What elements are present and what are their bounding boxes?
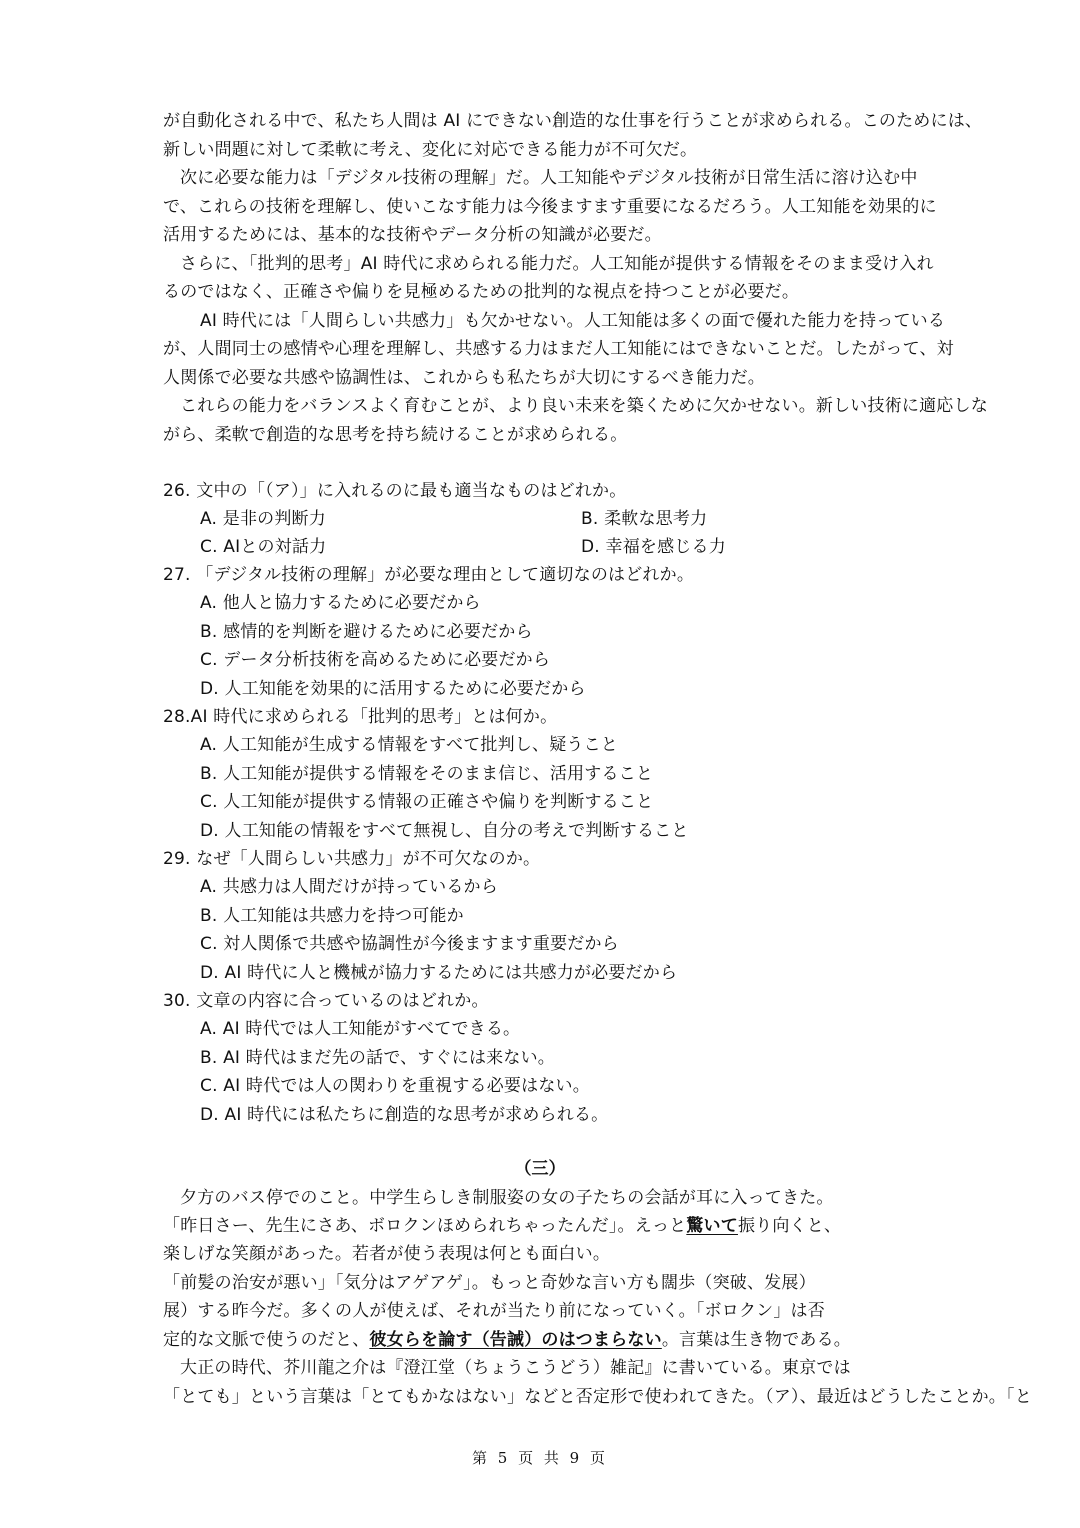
page-number: 第 5 页 共 9 页 xyxy=(472,1449,608,1467)
question-28-stem: 28.AI 時代に求められる「批判的思考」とは何か。 xyxy=(163,707,558,727)
passage-line: が、人間同士の感情や心理を理解し、共感する力はまだ人工知能にはできないことだ。したがって、対 xyxy=(163,339,954,359)
question-26-option-d: D. 幸福を感じる力 xyxy=(581,537,726,557)
passage-line: AI 時代には「人間らしい共感力」も欠かせない。人工知能は多くの面で優れた能力を持っている xyxy=(200,311,946,331)
question-29-option-b: B. 人工知能は共感力を持つ可能か xyxy=(200,906,464,926)
passage-line: 「とても」という言葉は「とてもかなはない」などと否定形で使われてきた。（ア）、最近はどうしたことか。「と xyxy=(163,1387,1032,1407)
text-segment: 。言葉は生き物である。 xyxy=(661,1330,852,1350)
question-27-option-a: A. 他人と協力するために必要だから xyxy=(200,593,481,613)
text-segment: 定的な文脈で使うのだと、 xyxy=(163,1330,370,1350)
question-30-option-a: A. AI 時代では人工知能がすべてできる。 xyxy=(200,1019,521,1039)
question-27-option-d: D. 人工知能を効果的に活用するために必要だから xyxy=(200,679,586,699)
question-30-option-b: B. AI 時代はまだ先の話で、すぐには来ない。 xyxy=(200,1048,555,1068)
underlined-phrase: 驚いて xyxy=(686,1216,738,1236)
question-28-option-b: B. 人工知能が提供する情報をそのまま信じ、活用すること xyxy=(200,764,654,784)
question-26-stem: 26. 文中の「（ア）」に入れるのに最も適当なものはどれか。 xyxy=(163,481,627,501)
text-segment: 「昨日さー、先生にさあ、ボロクンほめられちゃったんだ」。えっと xyxy=(163,1216,687,1236)
passage-line: で、これらの技術を理解し、使いこなす能力は今後ますます重要になるだろう。人工知能を効果的に xyxy=(163,197,937,217)
underlined-phrase: 彼女らを論す（告誡）のはつまらない xyxy=(369,1330,662,1350)
passage-line xyxy=(163,1215,841,1237)
section-heading: （三） xyxy=(514,1159,566,1179)
question-27-option-c: C. データ分析技術を高めるために必要だから xyxy=(200,650,551,670)
passage-line xyxy=(163,1329,851,1351)
question-28-option-c: C. 人工知能が提供する情報の正確さや偏りを判断すること xyxy=(200,792,654,812)
question-29-option-c: C. 対人関係で共感や協調性が今後ますます重要だから xyxy=(200,934,619,954)
passage-line: 大正の時代、芥川龍之介は『澄江堂（ちょうこうどう）雑記』に書いている。東京では xyxy=(180,1358,851,1378)
passage-line: これらの能力をバランスよく育むことが、より良い未来を築くために欠かせない。新しい技術に適応しな xyxy=(180,396,988,416)
passage-line: るのではなく、正確さや偏りを見極めるための批判的な視点を持つことが必要だ。 xyxy=(163,282,800,302)
question-30-option-d: D. AI 時代には私たちに創造的な思考が求められる。 xyxy=(200,1105,609,1125)
text-segment: 振り向くと、 xyxy=(737,1216,842,1236)
passage-line: が自動化される中で、私たち人間は AI にできない創造的な仕事を行うことが求められる。このためには、 xyxy=(163,111,983,131)
passage-line: がら、柔軟で創造的な思考を持ち続けることが求められる。 xyxy=(163,425,628,445)
passage-line: 楽しげな笑顔があった。若者が使う表現は何とも面白い。 xyxy=(163,1244,611,1264)
passage-line: 新しい問題に対して柔軟に考え、変化に対応できる能力が不可欠だ。 xyxy=(163,140,698,160)
question-27-stem: 27. 「デジタル技術の理解」が必要な理由として適切なのはどれか。 xyxy=(163,565,695,585)
question-29-option-a: A. 共感力は人間だけが持っているから xyxy=(200,877,498,897)
passage-line: 「前髪の治安が悪い」「気分はアゲアゲ」。もっと奇妙な言い方も闊歩（突破、发展） xyxy=(163,1273,816,1293)
question-30-option-c: C. AI 時代では人の関わりを重視する必要はない。 xyxy=(200,1076,590,1096)
question-28-option-d: D. 人工知能の情報をすべて無視し、自分の考えで判断すること xyxy=(200,821,689,841)
passage-line: 人関係で必要な共感や協調性は、これからも私たちが大切にするべき能力だ。 xyxy=(163,368,765,388)
question-29-stem: 29. なぜ「人間らしい共感力」が不可欠なのか。 xyxy=(163,849,541,869)
question-27-option-b: B. 感情的を判断を避けるために必要だから xyxy=(200,622,533,642)
question-26-option-c: C. AIとの対話力 xyxy=(200,537,327,557)
question-28-option-a: A. 人工知能が生成する情報をすべて批判し、疑うこと xyxy=(200,735,618,755)
passage-line: さらに、「批判的思考」AI 時代に求められる能力だ。人工知能が提供する情報をそのまま受け入れ xyxy=(180,254,934,274)
passage-line: 次に必要な能力は「デジタル技術の理解」だ。人工知能やデジタル技術が日常生活に溶け込む中 xyxy=(180,168,918,188)
question-30-stem: 30. 文章の内容に合っているのはどれか。 xyxy=(163,991,489,1011)
question-29-option-d: D. AI 時代に人と機械が協力するためには共感力が必要だから xyxy=(200,963,678,983)
question-26-option-b: B. 柔軟な思考力 xyxy=(581,509,708,529)
passage-line: 夕方のバス停でのこと。中学生らしき制服姿の女の子たちの会話が耳に入ってきた。 xyxy=(180,1188,834,1208)
passage-line: 活用するためには、基本的な技術やデータ分析の知識が必要だ。 xyxy=(163,225,662,245)
question-26-option-a: A. 是非の判断力 xyxy=(200,509,326,529)
passage-line: 展）する昨今だ。多くの人が使えば、それが当たり前になっていく。「ボロクン」は否 xyxy=(163,1301,825,1321)
